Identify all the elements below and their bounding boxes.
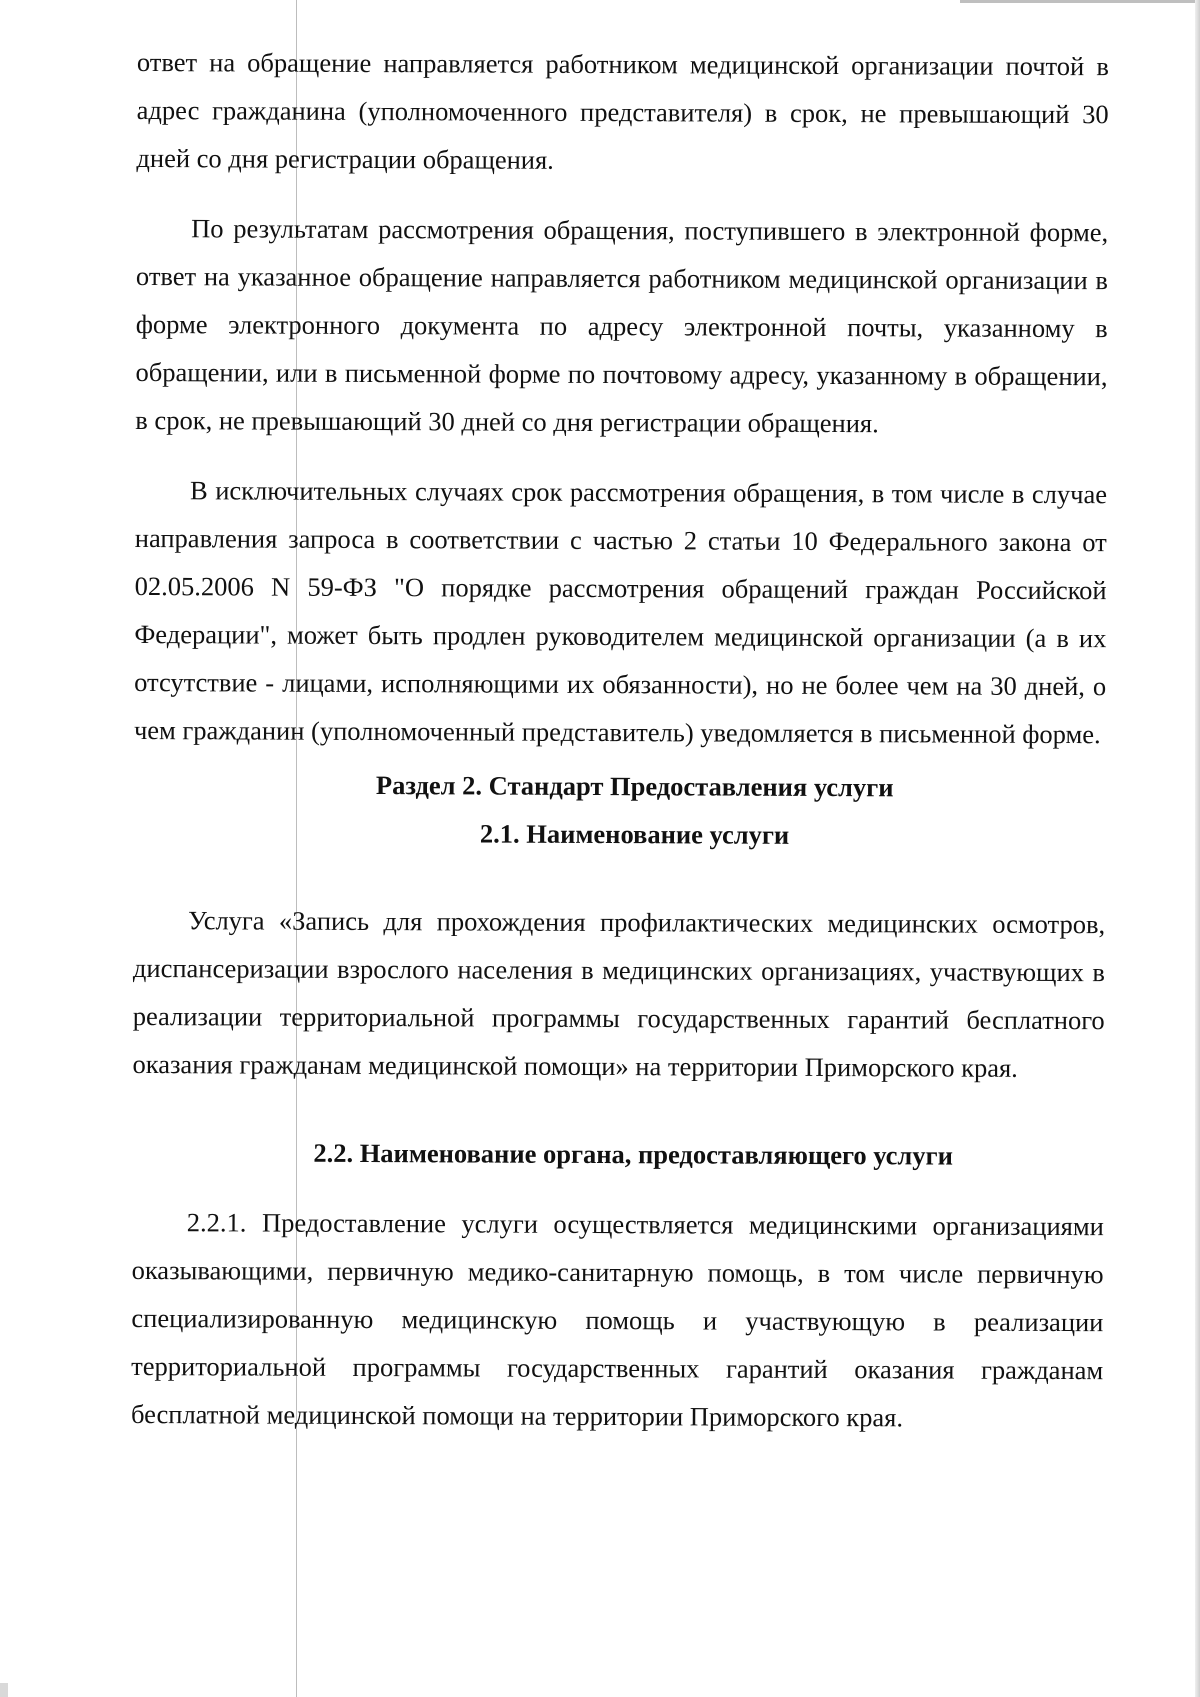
paragraph-service-name: Услуга «Запись для прохождения профилактических медицинских осмотров, диспансеризации взрослого населения в медицинских организациях, участвующих в реализации территориальной программы государственных гарантий бесплатного оказания гражданам медицинской помощи» на территории Приморского края. <box>132 905 1106 1083</box>
scan-top-edge <box>960 0 1200 3</box>
subsection-2-1-title: 2.1. Наименование услуги <box>479 818 790 850</box>
document-body <box>131 38 1109 1442</box>
scan-corner-mark <box>0 1683 8 1697</box>
paragraph-continuation: ответ на обращение направляется работником медицинской организации почтой в адрес гражданина (уполномоченного представителя) в срок, не превышающий 30 дней со дня регистрации обращения. <box>136 46 1109 175</box>
scan-right-edge <box>1195 0 1200 1697</box>
paragraph-2-2-1: 2.2.1. Предоставление услуги осуществляется медицинскими организациями оказывающими, первичную медико-санитарную помощь, в том числе первичную специализированную медицинскую помощь и участвующую в реализации территориальной программы государственных гарантий оказания гражданам бесплатной медицинской помощи на территории Приморского края. <box>130 1207 1104 1433</box>
section-title: Раздел 2. Стандарт Предоставления услуги <box>375 770 894 803</box>
paragraph-exceptional-cases: В исключительных случаях срок рассмотрения обращения, в том числе в случае направления запроса в соответствии с частью 2 статьи 10 Федерального закона от 02.05.2006 N 59-ФЗ "О порядке рассмотрения обращений граждан Российской Федерации", может быть продлен руководителем медицинской организации (а в их отсутствие - лицами, исполняющими их обязанности), но не более чем на 30 дней, о чем гражданин (уполномоченный представитель) уведомляется в письменной форме. <box>133 475 1108 750</box>
subsection-2-2-title: 2.2. Наименование органа, предоставляющего услуги <box>313 1137 953 1171</box>
paragraph-electronic-response: По результатам рассмотрения обращения, поступившего в электронной форме, ответ на указанное обращение направляется работником медицинской организации в форме электронного документа по адресу электронной почты, указанному в обращении, или в письменной форме по почтовому адресу, указанному в обращении, в срок, не превышающий 30 дней со дня регистрации обращения. <box>135 213 1109 439</box>
